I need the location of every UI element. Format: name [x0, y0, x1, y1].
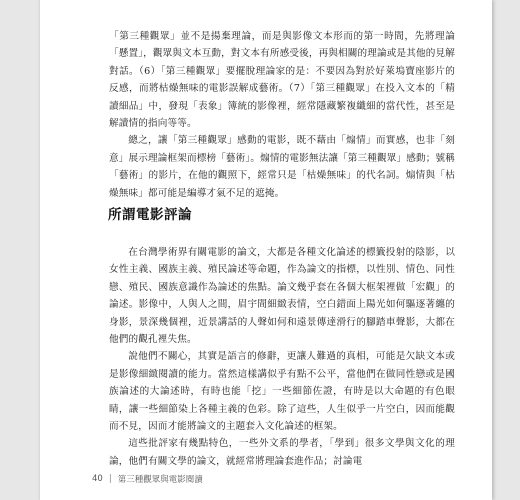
- section-text-block: [109, 244, 455, 470]
- footer-separator: |: [108, 474, 112, 484]
- paragraph: 「第三種觀眾」並不是揚棄理論，而是與影像文本形而的第一時間，先將理論「懸置」，觀眾與文本互動，對文本有所感受後，再與相關的理論或是其他的見解對話。（6）「第三種觀眾」要擺脫理論家的是：不要因為對於好萊塢寶座影片的反感，而將枯燥無味的電影誤解成藝術。（7）「第三種觀眾」在投入文本的「精讀細品」中，發現「表象」簿統的影像裡，經常隱藏繁複纖細的當代性，甚至是解讀情的指向等等。: [109, 31, 455, 130]
- running-title: 第三種觀眾與電影閱讀: [117, 475, 203, 485]
- book-page: [40, 0, 492, 500]
- paragraph: 說他們不關心，其實是語言的修辭，更讓人難過的真相，可能是欠缺文本或是影像細緻閱讀的能力。當然這樣講似乎有點不公平，當他們在做同性戀或是國族論述的大論述時，有時也能「挖」一些細節佐證，有時是以大命題的有色眼睛，讓一些細節染上各種主義的色彩。除了這些，人生似乎一片空白，因而能觀而不見，因而才能將論文的主題套入文化論述的框架。: [109, 351, 455, 433]
- section-heading: 所謂電影評論: [108, 207, 192, 223]
- paragraph: 在台灣學術界有關電影的論文，大都是各種文化論述的標籤投射的陰影，以女性主義、國族主義、殖民論述等命題，作為論文的指標，以性別、情色、同性戀、殖民、國族意識作為論述的焦點。論文幾乎套在各個大框架裡做「宏觀」的論述。影像中，人與人之間，眉宇間細緻表情，空白錯面上陽光如何驅逐著纏的身影，景深幾個裡，近景講話的人聲如何和遠景傳達滑行的腳踏車聲影，大都在他們的觀孔裡失焦。: [109, 247, 455, 346]
- paragraph: 總之，讓「第三種觀眾」感動的電影，既不藉由「煽情」而實感，也非「刻意」展示理論框架而標榜「藝術」。煽情的電影無法讓「第三種觀眾」感動；號稱「藝術」的影片，在他的觀照下，經常只是「枯燥無味」的代名詞。煽情與「枯燥無味」都可能是編導才氣不足的遮掩。: [109, 135, 455, 199]
- page-number: 40: [92, 474, 103, 484]
- page-footer: [92, 473, 203, 485]
- top-text-block: [109, 28, 455, 202]
- paragraph: 這些批評家有幾點特色，一些外文系的學者，「學到」很多文學與文化的理論，他們有關文學的論文，就經常將理論套進作品；討論電: [109, 438, 455, 467]
